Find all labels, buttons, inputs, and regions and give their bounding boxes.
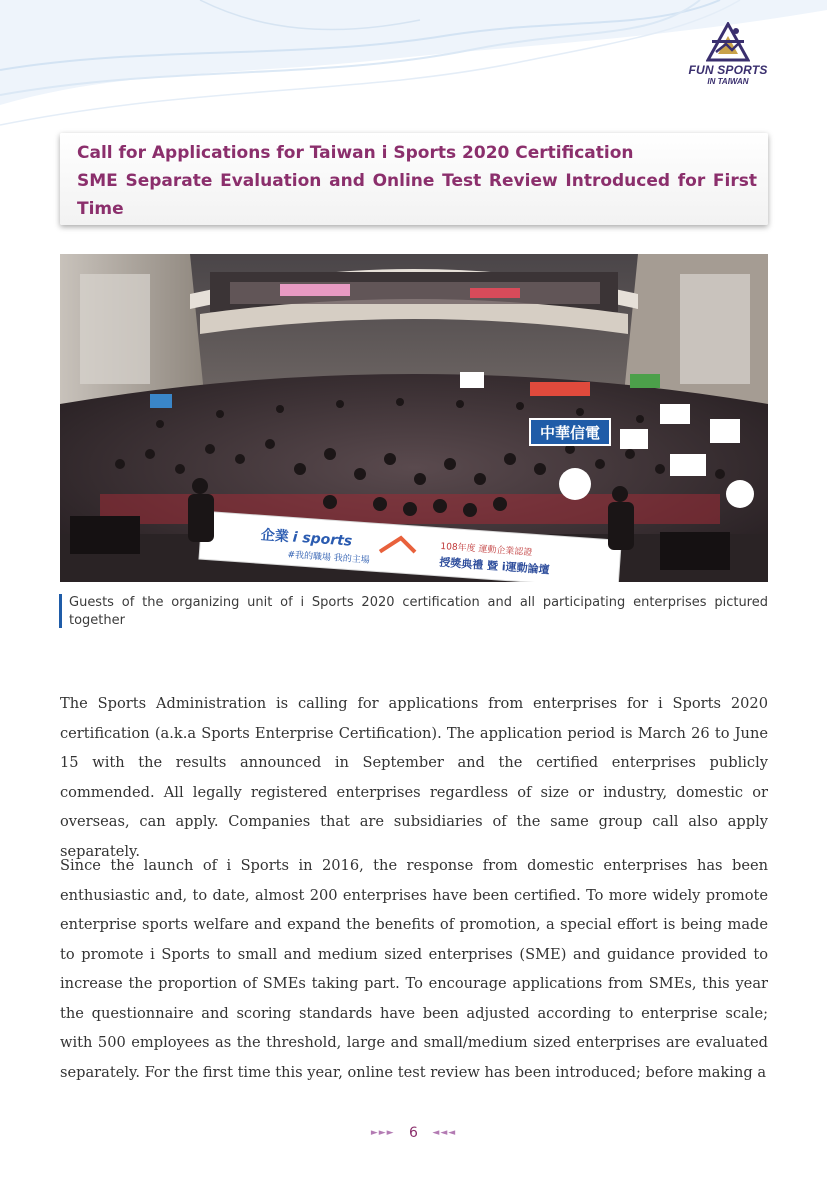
photo-banner-right-top: 108年度 運動企業認證	[440, 541, 533, 559]
body-paragraph-1: The Sports Administration is calling for applications from enterprises for i Sports 2020 certification (a.k.a Sports Enterprise Certification). The application period is March 26 to June 15 with the results announced in September and the certified enterprises publicly commended. All legally registered enterprises regardless of size or industry, domestic or overseas, can apply. Companies that are subsidiaries of the same group call also apply separately.	[60, 695, 768, 860]
photo-caption: Guests of the organizing unit of i Sports 2020 certification and all participating enterprises pictured together	[59, 594, 768, 628]
body-paragraph-2: Since the launch of i Sports in 2016, the response from domestic enterprises has been enthusiastic and, to date, almost 200 enterprises have been certified. To more widely promote enterprise sports welfare and expand the benefits of promotion, a special effort is being made to promote i Sports to small and medium sized enterprises (SME) and guidance provided to increase the proportion of SMEs taking part. To encourage applications from SMEs, this year the questionnaire and scoring standards have been adjusted according to enterprise scale; with 500 employees as the threshold, large and small/medium sized enterprises are evaluated separately. For the first time this year, online test review has been introduced; before making a	[60, 857, 768, 1081]
logo-line-1: FUN SPORTS	[688, 63, 768, 77]
right-arrows-icon: ◄◄◄	[432, 1128, 457, 1138]
title-line-2: SME Separate Evaluation and Online Test Review Introduced for First	[77, 171, 757, 191]
page-number: 6	[409, 1125, 418, 1141]
logo-line-2: IN TAIWAN	[707, 77, 749, 86]
title-line-1: Call for Applications for Taiwan i Sports 2020 Certification	[77, 143, 634, 163]
article-title-box	[60, 133, 768, 225]
photo-banner-right-bottom: 授獎典禮 暨 i運動論壇	[438, 555, 550, 577]
photo-banner-isports: i sports	[292, 529, 353, 550]
title-line-3: Time	[77, 199, 124, 219]
fun-sports-emblem-icon	[706, 22, 750, 62]
photo-banner-brand: 企業	[260, 527, 290, 546]
left-arrows-icon: ►►►	[370, 1128, 395, 1138]
photo-sign-center: 中華信電	[539, 424, 601, 442]
page-footer	[0, 1125, 827, 1141]
auditorium-illustration	[60, 254, 768, 582]
fun-sports-logo	[686, 22, 770, 92]
photo-banner-slogan: #我的職場 我的主場	[287, 550, 371, 566]
event-group-photo	[60, 254, 768, 582]
